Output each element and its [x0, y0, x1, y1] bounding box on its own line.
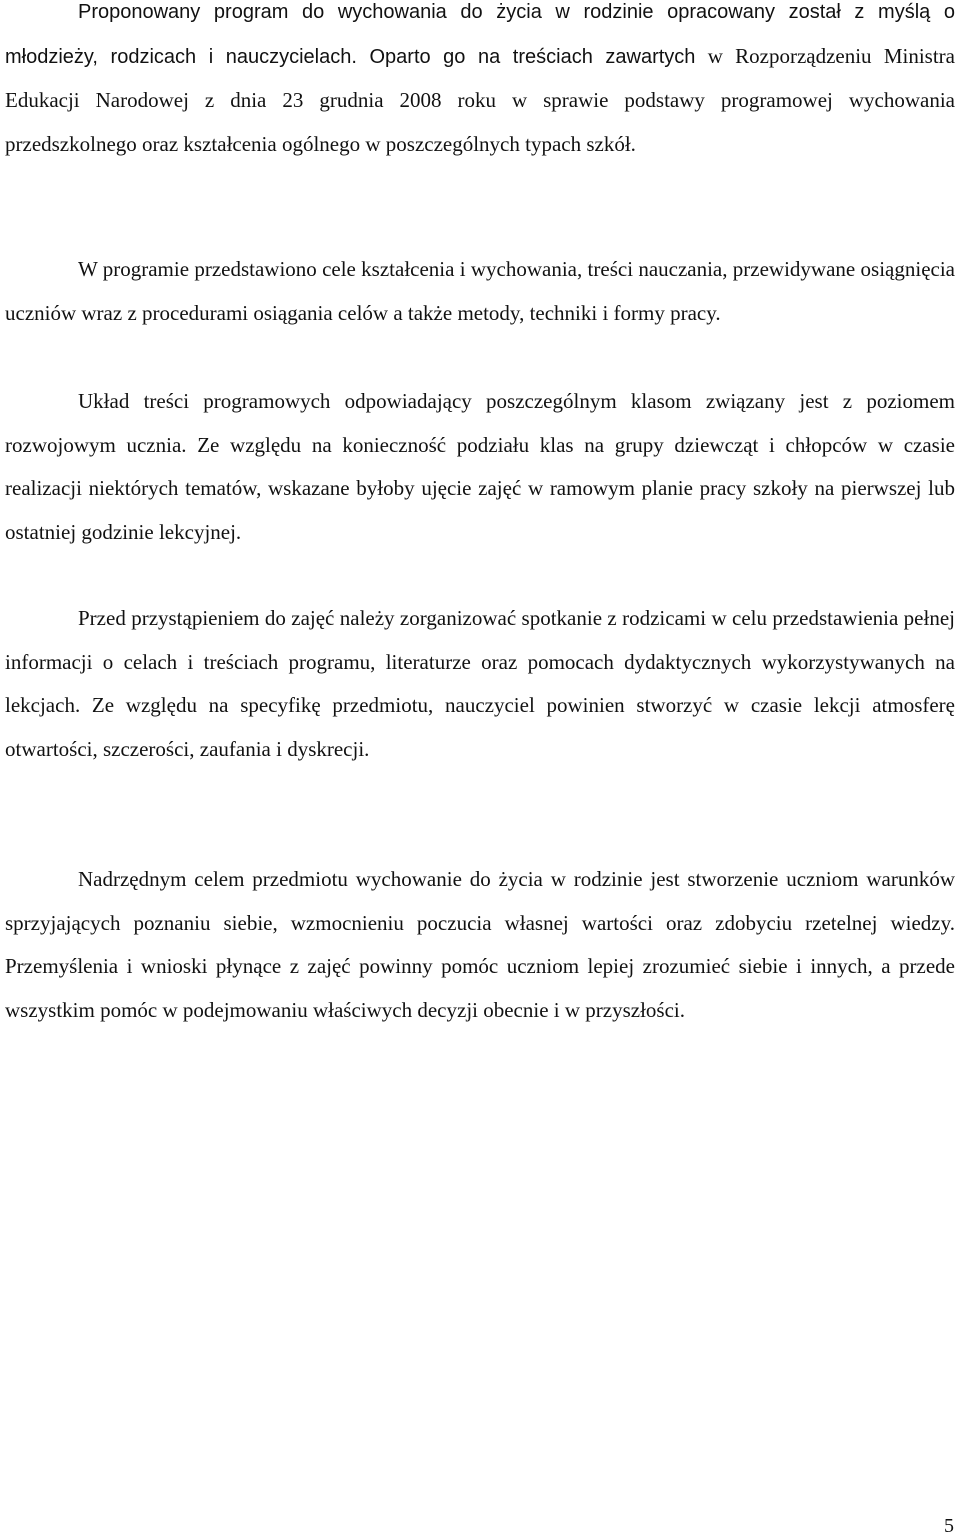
paragraph-intro	[5, 0, 955, 166]
paragraph-intro-part-2: w Rozporządzeniu Ministra Edukacji Narodowej z dnia 23 grudnia 2008 roku w sprawie podstawy programowej wychowania przedszkolnego oraz kształcenia ogólnego w poszczególnych typach szkół.	[5, 43, 955, 156]
paragraph-intro-part-1: Proponowany program do wychowania do życia w rodzinie opracowany został z myślą o młodzieży, rodzicach i nauczycielach. Oparto go na treściach zawartych	[5, 1, 955, 68]
paragraph-program-content: W programie przedstawiono cele kształcenia i wychowania, treści nauczania, przewidywane osiągnięcia uczniów wraz z procedurami osiągania celów a także metody, techniki i formy pracy.	[5, 257, 955, 325]
paragraph-parent-meeting: Przed przystąpieniem do zajęć należy zorganizować spotkanie z rodzicami w celu przedstawienia pełnej informacji o celach i treściach programu, literaturze oraz pomocach dydaktycznych wykorzystywanych na lekcjach. Ze względu na specyfikę przedmiotu, nauczyciel powinien stworzyć w czasie lekcji atmosferę otwartości, szczerości, zaufania i dyskrecji.	[5, 606, 955, 761]
paragraph-main-goal: Nadrzędnym celem przedmiotu wychowanie do życia w rodzinie jest stworzenie uczniom warunków sprzyjających poznaniu siebie, wzmocnieniu poczucia własnej wartości oraz zdobyciu rzetelnej wiedzy. Przemyślenia i wnioski płynące z zajęć powinny pomóc uczniom lepiej zrozumieć siebie i innych, a przede wszystkim pomóc w podejmowaniu właściwych decyzji obecnie i w przyszłości.	[5, 867, 955, 1022]
paragraph-content-structure: Układ treści programowych odpowiadający poszczególnym klasom związany jest z poziomem rozwojowym ucznia. Ze względu na konieczność podziału klas na grupy dziewcząt i chłopców w czasie realizacji niektórych tematów, wskazane byłoby ujęcie zajęć w ramowym planie pracy szkoły na pierwszej lub ostatniej godzinie lekcyjnej.	[5, 389, 955, 544]
page-number: 5	[944, 1515, 954, 1537]
